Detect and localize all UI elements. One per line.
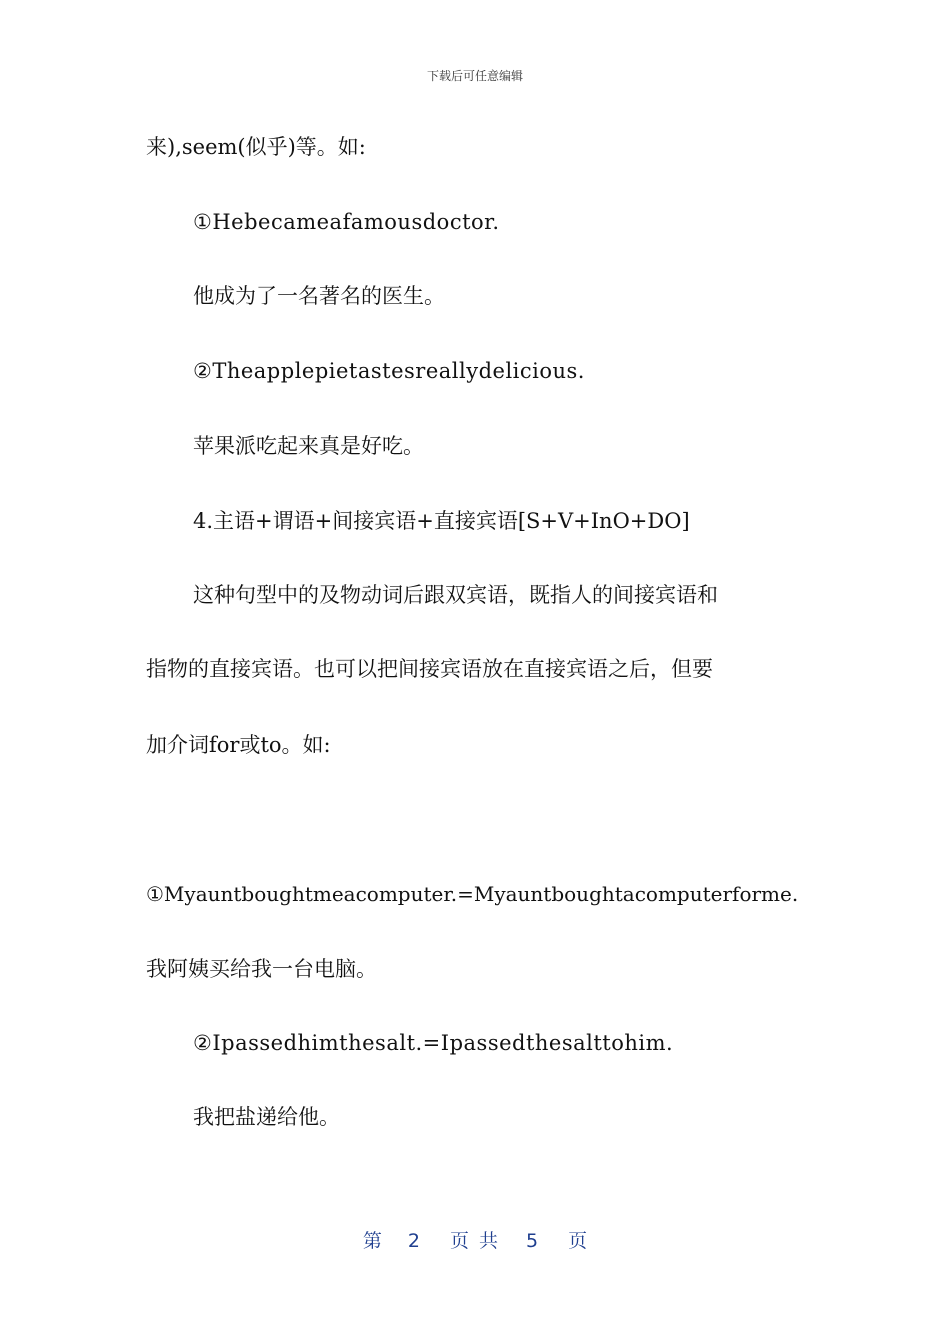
body-line: 来),seem(似乎)等。如: xyxy=(146,135,366,159)
page-header: 下载后可任意编辑 xyxy=(426,69,523,83)
example-sentence: ②Theapplepietastesreallydelicious. xyxy=(193,359,585,383)
page-footer xyxy=(0,1226,950,1253)
translation-line: 我把盐递给他。 xyxy=(193,1105,340,1129)
footer-prefix: 第 xyxy=(362,1230,382,1252)
section-heading: 4.主语+谓语+间接宾语+直接宾语[S+V+InO+DO] xyxy=(193,509,690,533)
body-paragraph-line: 指物的直接宾语。也可以把间接宾语放在直接宾语之后，但要 xyxy=(146,657,713,681)
footer-middle: 页共 xyxy=(449,1230,508,1252)
footer-suffix: 页 xyxy=(568,1230,588,1252)
example-sentence: ①Hebecameafamousdoctor. xyxy=(193,210,500,234)
translation-line: 苹果派吃起来真是好吃。 xyxy=(193,434,424,458)
body-paragraph-line: 加介词for或to。如: xyxy=(146,733,331,757)
total-pages-number: 5 xyxy=(526,1230,539,1252)
translation-line: 他成为了一名著名的医生。 xyxy=(193,284,445,308)
body-paragraph-line: 这种句型中的及物动词后跟双宾语，既指人的间接宾语和 xyxy=(193,583,718,607)
current-page-number: 2 xyxy=(407,1230,420,1252)
example-sentence: ①Myauntboughtmeacomputer.=Myauntboughtacomputerforme. xyxy=(146,882,799,906)
example-sentence: ②Ipassedhimthesalt.=Ipassedthesalttohim. xyxy=(193,1031,674,1055)
translation-line: 我阿姨买给我一台电脑。 xyxy=(146,957,377,981)
